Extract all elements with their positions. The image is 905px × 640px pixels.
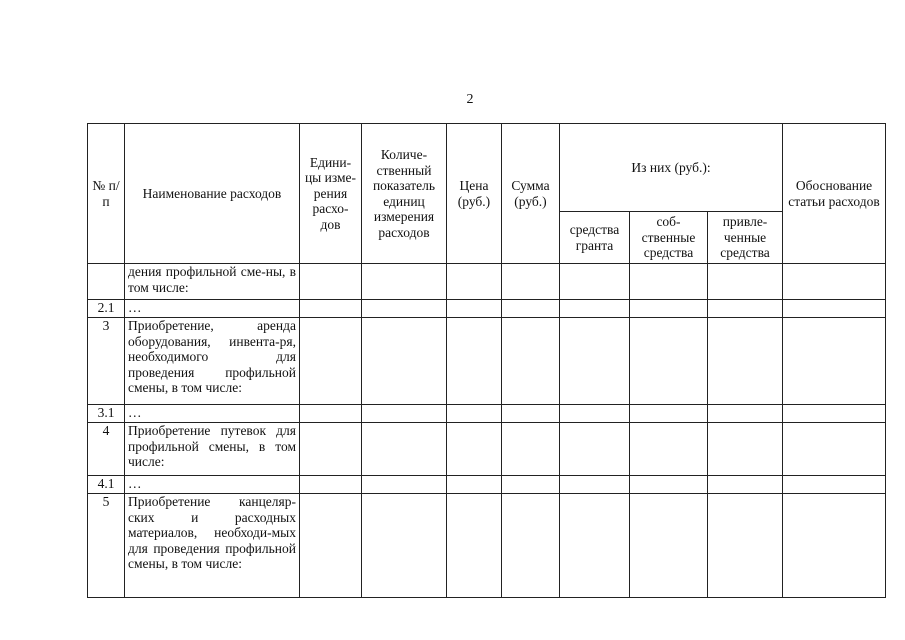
cell-units <box>300 264 362 300</box>
cell-price <box>447 405 502 423</box>
header-quantity: Количе-ственный показатель единиц измерения расходов <box>362 124 447 264</box>
expenses-table <box>87 123 886 598</box>
cell-grant <box>560 494 630 598</box>
cell-justification <box>783 423 886 476</box>
cell-own <box>630 476 708 494</box>
cell-sum <box>502 494 560 598</box>
cell-attracted <box>708 300 783 318</box>
header-own-funds: соб-ственные средства <box>630 212 708 264</box>
cell-price <box>447 264 502 300</box>
cell-price <box>447 318 502 405</box>
cell-quantity <box>362 476 447 494</box>
cell-grant <box>560 423 630 476</box>
cell-quantity <box>362 264 447 300</box>
cell-quantity <box>362 405 447 423</box>
cell-own <box>630 300 708 318</box>
row-expense-name: Приобретение путевок для профильной смены, в том числе: <box>125 423 300 476</box>
table-row <box>88 476 886 494</box>
cell-quantity <box>362 423 447 476</box>
cell-attracted <box>708 494 783 598</box>
cell-units <box>300 300 362 318</box>
cell-price <box>447 423 502 476</box>
row-number: 4 <box>88 423 125 476</box>
cell-grant <box>560 405 630 423</box>
cell-grant <box>560 318 630 405</box>
header-of-which: Из них (руб.): <box>560 124 783 212</box>
header-units: Едини-цы изме-рения расхо-дов <box>300 124 362 264</box>
row-expense-name: … <box>125 405 300 423</box>
table-row <box>88 300 886 318</box>
cell-sum <box>502 264 560 300</box>
cell-price <box>447 476 502 494</box>
row-expense-name: дения профильной сме-ны, в том числе: <box>125 264 300 300</box>
header-expense-name: Наименование расходов <box>125 124 300 264</box>
cell-justification <box>783 476 886 494</box>
cell-sum <box>502 405 560 423</box>
cell-units <box>300 318 362 405</box>
cell-units <box>300 494 362 598</box>
cell-price <box>447 494 502 598</box>
cell-attracted <box>708 405 783 423</box>
cell-attracted <box>708 318 783 405</box>
cell-sum <box>502 476 560 494</box>
cell-grant <box>560 264 630 300</box>
row-expense-name: Приобретение канцеляр-ских и расходных материалов, необходи-мых для проведения профильной смены, в том числе: <box>125 494 300 598</box>
cell-sum <box>502 318 560 405</box>
cell-quantity <box>362 318 447 405</box>
cell-grant <box>560 476 630 494</box>
row-number: 5 <box>88 494 125 598</box>
page-number: 2 <box>466 92 474 107</box>
row-number: 2.1 <box>88 300 125 318</box>
row-expense-name: … <box>125 476 300 494</box>
cell-own <box>630 423 708 476</box>
cell-justification <box>783 405 886 423</box>
cell-own <box>630 405 708 423</box>
row-expense-name: Приобретение, аренда оборудования, инвента-ря, необходимого для проведения профильной смены, в том числе: <box>125 318 300 405</box>
cell-units <box>300 423 362 476</box>
header-price: Цена (руб.) <box>447 124 502 264</box>
row-number: 4.1 <box>88 476 125 494</box>
header-sum: Сумма (руб.) <box>502 124 560 264</box>
cell-grant <box>560 300 630 318</box>
row-expense-name: … <box>125 300 300 318</box>
header-grant-funds: средства гранта <box>560 212 630 264</box>
cell-own <box>630 494 708 598</box>
cell-justification <box>783 300 886 318</box>
cell-quantity <box>362 494 447 598</box>
cell-attracted <box>708 264 783 300</box>
row-number: 3 <box>88 318 125 405</box>
table-row <box>88 318 886 405</box>
header-number: № п/п <box>88 124 125 264</box>
header-justification: Обоснование статьи расходов <box>783 124 886 264</box>
row-number: 3.1 <box>88 405 125 423</box>
cell-units <box>300 476 362 494</box>
table-row <box>88 423 886 476</box>
cell-own <box>630 264 708 300</box>
cell-justification <box>783 494 886 598</box>
row-number <box>88 264 125 300</box>
cell-own <box>630 318 708 405</box>
cell-justification <box>783 318 886 405</box>
cell-attracted <box>708 423 783 476</box>
cell-sum <box>502 423 560 476</box>
cell-attracted <box>708 476 783 494</box>
table-row <box>88 494 886 598</box>
header-attracted-funds: привле-ченные средства <box>708 212 783 264</box>
cell-sum <box>502 300 560 318</box>
cell-justification <box>783 264 886 300</box>
cell-quantity <box>362 300 447 318</box>
table-row <box>88 405 886 423</box>
table-row <box>88 264 886 300</box>
cell-units <box>300 405 362 423</box>
cell-price <box>447 300 502 318</box>
